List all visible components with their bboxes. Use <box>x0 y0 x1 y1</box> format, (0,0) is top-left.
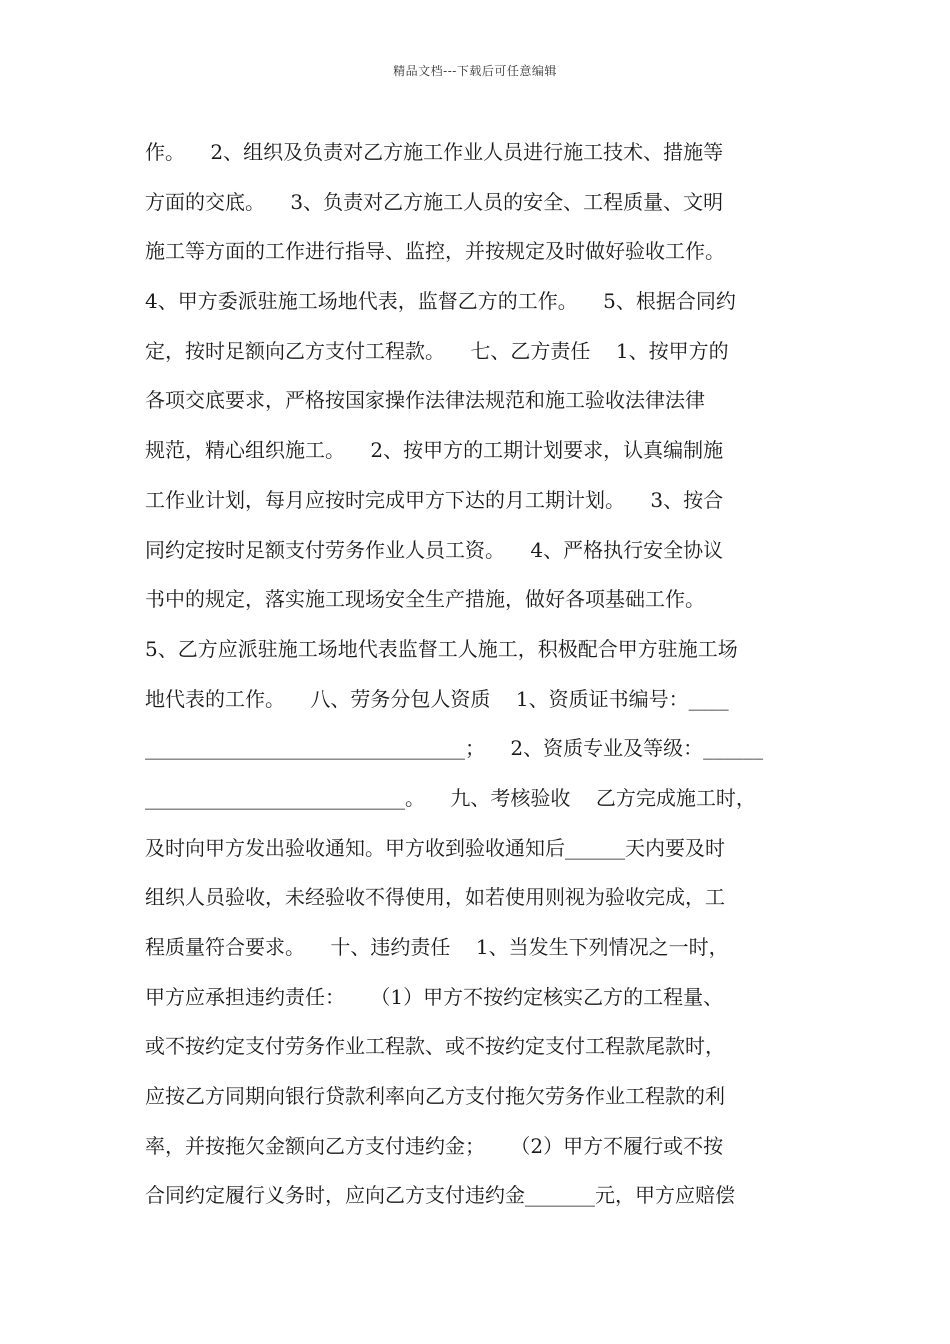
text-line: 及时向甲方发出验收通知。甲方收到验收通知后______天内要及时 <box>145 835 725 860</box>
text-line: 规范，精心组织施工。 2、按甲方的工期计划要求，认真编制施 <box>145 438 724 463</box>
text-line: 同约定按时足额支付劳务作业人员工资。 4、严格执行安全协议 <box>145 537 724 562</box>
text-line: 率，并按拖欠金额向乙方支付违约金； （2）甲方不履行或不按 <box>145 1133 724 1158</box>
text-line: 程质量符合要求。 十、违约责任 1、当发生下列情况之一时， <box>145 935 729 959</box>
text-line: 5、乙方应派驻施工场地代表监督工人施工，积极配合甲方驻施工场 <box>145 636 738 661</box>
text-line: 4、甲方委派驻施工场地代表，监督乙方的工作。 5、根据合同约 <box>145 289 736 314</box>
text-line: ________________________________； 2、资质专业及等级：______ <box>145 736 764 761</box>
text-line: __________________________。 九、考核验收 乙方完成施工时， <box>145 785 756 810</box>
text-line: 组织人员验收，未经验收不得使用，如若使用则视为验收完成，工 <box>145 885 725 910</box>
page-header: 精品文档---下载后可任意编辑 <box>393 64 557 78</box>
text-line: 甲方应承担违约责任： （1）甲方不按约定核实乙方的工程量、 <box>145 984 724 1009</box>
text-line: 方面的交底。 3、负责对乙方施工人员的安全、工程质量、文明 <box>145 189 724 214</box>
text-line: 定，按时足额向乙方支付工程款。 七、乙方责任 1、按甲方的 <box>145 338 729 363</box>
text-line: 施工等方面的工作进行指导、监控，并按规定及时做好验收工作。 <box>145 239 725 264</box>
text-line: 地代表的工作。 八、劳务分包人资质 1、资质证书编号：____ <box>145 686 729 711</box>
contract-body <box>145 128 807 1221</box>
text-line: 应按乙方同期向银行贷款利率向乙方支付拖欠劳务作业工程款的利 <box>145 1084 725 1109</box>
text-line: 或不按约定支付劳务作业工程款、或不按约定支付工程款尾款时， <box>145 1034 725 1059</box>
text-line: 各项交底要求，严格按国家操作法律法规范和施工验收法律法律 <box>145 388 705 413</box>
text-line: 合同约定履行义务时，应向乙方支付违约金_______元，甲方应赔偿 <box>145 1183 735 1208</box>
text-line: 书中的规定，落实施工现场安全生产措施，做好各项基础工作。 <box>145 587 705 612</box>
text-line: 工作业计划，每月应按时完成甲方下达的月工期计划。 3、按合 <box>145 487 724 512</box>
text-line: 作。 2、组织及负责对乙方施工作业人员进行施工技术、措施等 <box>145 140 724 164</box>
